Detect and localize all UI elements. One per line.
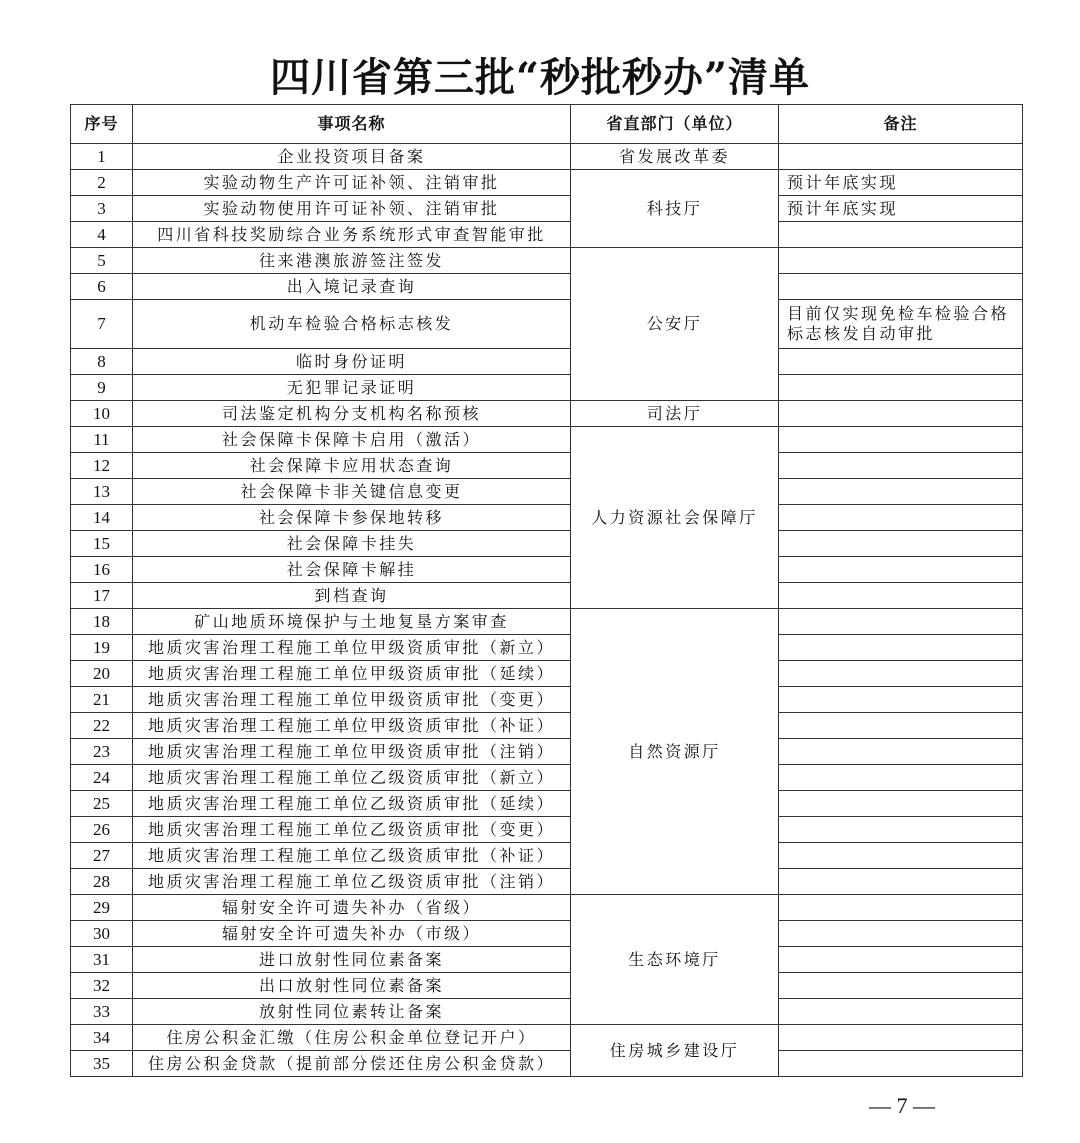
row-number: 25	[71, 791, 133, 817]
department: 公安厅	[571, 248, 779, 401]
row-number: 13	[71, 479, 133, 505]
item-name: 四川省科技奖励综合业务系统形式审查智能审批	[133, 222, 571, 248]
remark	[779, 1051, 1023, 1077]
row-number: 11	[71, 427, 133, 453]
item-name: 辐射安全许可遗失补办（市级）	[133, 921, 571, 947]
table-row	[71, 349, 1023, 375]
row-number: 6	[71, 274, 133, 300]
row-number: 34	[71, 1025, 133, 1051]
remark	[779, 895, 1023, 921]
table-row	[71, 222, 1023, 248]
remark	[779, 349, 1023, 375]
row-number: 29	[71, 895, 133, 921]
item-name: 放射性同位素转让备案	[133, 999, 571, 1025]
table-row	[71, 739, 1023, 765]
table-row	[71, 401, 1023, 427]
item-name: 出入境记录查询	[133, 274, 571, 300]
department: 省发展改革委	[571, 144, 779, 170]
table-row	[71, 248, 1023, 274]
remark	[779, 947, 1023, 973]
item-name: 社会保障卡应用状态查询	[133, 453, 571, 479]
item-name: 住房公积金汇缴（住房公积金单位登记开户）	[133, 1025, 571, 1051]
department: 人力资源社会保障厅	[571, 427, 779, 609]
row-number: 2	[71, 170, 133, 196]
row-number: 24	[71, 765, 133, 791]
remark	[779, 713, 1023, 739]
row-number: 28	[71, 869, 133, 895]
table-row	[71, 687, 1023, 713]
document-title: 四川省第三批“秒批秒办”清单	[269, 54, 810, 101]
item-name: 出口放射性同位素备案	[133, 973, 571, 999]
remark	[779, 531, 1023, 557]
item-name: 社会保障卡非关键信息变更	[133, 479, 571, 505]
item-name: 地质灾害治理工程施工单位乙级资质审批（变更）	[133, 817, 571, 843]
table-row	[71, 843, 1023, 869]
row-number: 35	[71, 1051, 133, 1077]
remark	[779, 248, 1023, 274]
department: 司法厅	[571, 401, 779, 427]
table-row	[71, 427, 1023, 453]
table-header-row	[71, 105, 1023, 144]
table-row	[71, 869, 1023, 895]
row-number: 3	[71, 196, 133, 222]
row-number: 16	[71, 557, 133, 583]
remark	[779, 479, 1023, 505]
item-name: 往来港澳旅游签注签发	[133, 248, 571, 274]
table-row	[71, 713, 1023, 739]
row-number: 4	[71, 222, 133, 248]
remark: 预计年底实现	[779, 196, 1023, 222]
remark	[779, 274, 1023, 300]
table-row	[71, 300, 1023, 349]
remark	[779, 401, 1023, 427]
item-name: 地质灾害治理工程施工单位乙级资质审批（延续）	[133, 791, 571, 817]
table-row	[71, 609, 1023, 635]
item-name: 地质灾害治理工程施工单位甲级资质审批（延续）	[133, 661, 571, 687]
item-name: 社会保障卡保障卡启用（激活）	[133, 427, 571, 453]
table-row	[71, 817, 1023, 843]
table-row	[71, 1051, 1023, 1077]
department: 住房城乡建设厅	[571, 1025, 779, 1077]
row-number: 9	[71, 375, 133, 401]
table-row	[71, 375, 1023, 401]
table-row	[71, 765, 1023, 791]
remark	[779, 973, 1023, 999]
table-row	[71, 196, 1023, 222]
remark	[779, 609, 1023, 635]
row-number: 15	[71, 531, 133, 557]
remark	[779, 453, 1023, 479]
item-name: 住房公积金贷款（提前部分偿还住房公积金贷款）	[133, 1051, 571, 1077]
table-row	[71, 583, 1023, 609]
item-name: 实验动物生产许可证补领、注销审批	[133, 170, 571, 196]
header-note: 备注	[779, 105, 1023, 144]
row-number: 22	[71, 713, 133, 739]
table-row	[71, 1025, 1023, 1051]
table-row	[71, 895, 1023, 921]
remark: 目前仅实现免检车检验合格标志核发自动审批	[779, 300, 1023, 349]
item-name: 地质灾害治理工程施工单位乙级资质审批（新立）	[133, 765, 571, 791]
row-number: 8	[71, 349, 133, 375]
table-row	[71, 973, 1023, 999]
table-row	[71, 999, 1023, 1025]
remark	[779, 999, 1023, 1025]
item-name: 进口放射性同位素备案	[133, 947, 571, 973]
department: 科技厅	[571, 170, 779, 248]
page-number: — 7 —	[869, 1093, 935, 1118]
department: 生态环境厅	[571, 895, 779, 1025]
row-number: 26	[71, 817, 133, 843]
table-row	[71, 479, 1023, 505]
item-name: 矿山地质环境保护与土地复垦方案审查	[133, 609, 571, 635]
row-number: 17	[71, 583, 133, 609]
table-body	[71, 144, 1023, 1077]
table-row	[71, 661, 1023, 687]
item-name: 企业投资项目备案	[133, 144, 571, 170]
remark	[779, 505, 1023, 531]
table-row	[71, 947, 1023, 973]
table-row	[71, 453, 1023, 479]
remark	[779, 869, 1023, 895]
row-number: 7	[71, 300, 133, 349]
remark	[779, 687, 1023, 713]
remark	[779, 583, 1023, 609]
item-name: 社会保障卡参保地转移	[133, 505, 571, 531]
table-row	[71, 635, 1023, 661]
item-name: 到档查询	[133, 583, 571, 609]
remark	[779, 1025, 1023, 1051]
remark	[779, 739, 1023, 765]
row-number: 10	[71, 401, 133, 427]
department: 自然资源厅	[571, 609, 779, 895]
remark: 预计年底实现	[779, 170, 1023, 196]
header-no: 序号	[71, 105, 133, 144]
row-number: 12	[71, 453, 133, 479]
row-number: 31	[71, 947, 133, 973]
row-number: 5	[71, 248, 133, 274]
remark	[779, 817, 1023, 843]
item-name: 社会保障卡挂失	[133, 531, 571, 557]
table-row	[71, 557, 1023, 583]
approval-list-table	[70, 104, 1023, 1077]
remark	[779, 635, 1023, 661]
table-row	[71, 921, 1023, 947]
item-name: 地质灾害治理工程施工单位乙级资质审批（注销）	[133, 869, 571, 895]
table-row	[71, 170, 1023, 196]
row-number: 20	[71, 661, 133, 687]
table-row	[71, 144, 1023, 170]
header-dept: 省直部门（单位）	[571, 105, 779, 144]
item-name: 实验动物使用许可证补领、注销审批	[133, 196, 571, 222]
table-row	[71, 791, 1023, 817]
item-name: 地质灾害治理工程施工单位甲级资质审批（变更）	[133, 687, 571, 713]
row-number: 23	[71, 739, 133, 765]
row-number: 30	[71, 921, 133, 947]
row-number: 27	[71, 843, 133, 869]
item-name: 地质灾害治理工程施工单位乙级资质审批（补证）	[133, 843, 571, 869]
row-number: 33	[71, 999, 133, 1025]
table-row	[71, 274, 1023, 300]
remark	[779, 375, 1023, 401]
row-number: 14	[71, 505, 133, 531]
remark	[779, 144, 1023, 170]
row-number: 1	[71, 144, 133, 170]
remark	[779, 921, 1023, 947]
remark	[779, 791, 1023, 817]
row-number: 19	[71, 635, 133, 661]
remark	[779, 843, 1023, 869]
remark	[779, 661, 1023, 687]
row-number: 18	[71, 609, 133, 635]
row-number: 21	[71, 687, 133, 713]
item-name: 地质灾害治理工程施工单位甲级资质审批（补证）	[133, 713, 571, 739]
remark	[779, 557, 1023, 583]
item-name: 无犯罪记录证明	[133, 375, 571, 401]
remark	[779, 765, 1023, 791]
item-name: 机动车检验合格标志核发	[133, 300, 571, 349]
item-name: 临时身份证明	[133, 349, 571, 375]
item-name: 辐射安全许可遗失补办（省级）	[133, 895, 571, 921]
row-number: 32	[71, 973, 133, 999]
item-name: 司法鉴定机构分支机构名称预核	[133, 401, 571, 427]
table-row	[71, 531, 1023, 557]
remark	[779, 222, 1023, 248]
item-name: 地质灾害治理工程施工单位甲级资质审批（注销）	[133, 739, 571, 765]
item-name: 地质灾害治理工程施工单位甲级资质审批（新立）	[133, 635, 571, 661]
header-name: 事项名称	[133, 105, 571, 144]
table-row	[71, 505, 1023, 531]
remark	[779, 427, 1023, 453]
item-name: 社会保障卡解挂	[133, 557, 571, 583]
